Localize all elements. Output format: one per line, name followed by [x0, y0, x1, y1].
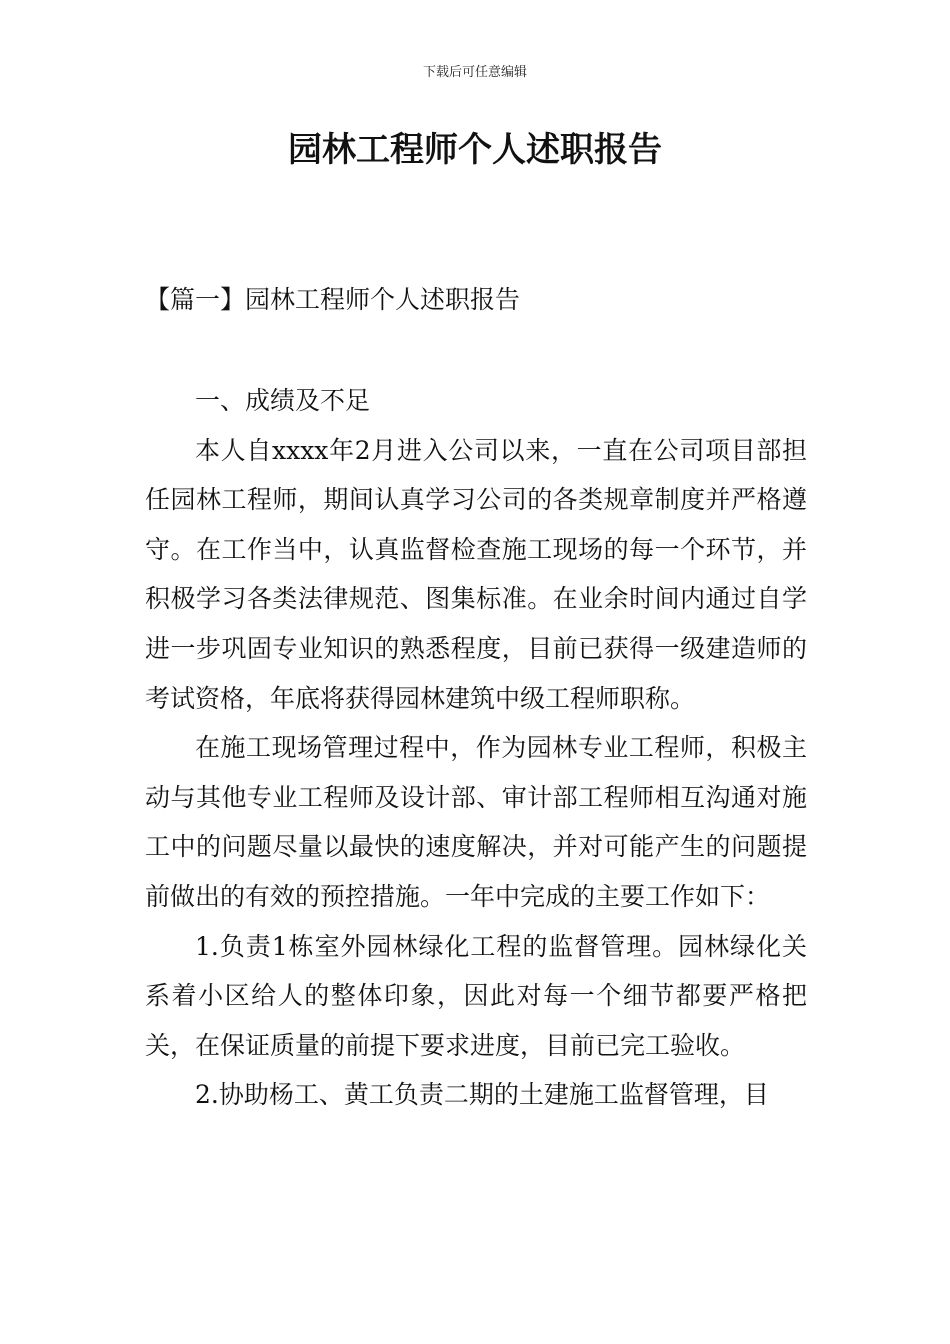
- paragraph-intro: 本人自xxxx年2月进入公司以来，一直在公司项目部担任园林工程师，期间认真学习公司的各类规章制度并严格遵守。在工作当中，认真监督检查施工现场的每一个环节，并积极学习各类法律规范、图集标准。在业余时间内通过自学进一步巩固专业知识的熟悉程度，目前已获得一级建造师的考试资格，年底将获得园林建筑中级工程师职称。: [145, 435, 807, 713]
- section-heading: 【篇一】园林工程师个人述职报告: [145, 285, 521, 314]
- document-title: 园林工程师个人述职报告: [288, 130, 662, 170]
- paragraph-site-management: 在施工现场管理过程中，作为园林专业工程师，积极主动与其他专业工程师及设计部、审计部工程师相互沟通对施工中的问题尽量以最快的速度解决，并对可能产生的问题提前做出的有效的预控措施。一年中完成的主要工作如下：: [145, 733, 807, 911]
- paragraph-item-1: 1.负责1栋室外园林绿化工程的监督管理。园林绿化关系着小区给人的整体印象，因此对每一个细节都要严格把关，在保证质量的前提下要求进度，目前已完工验收。: [145, 931, 807, 1060]
- page-header-note: 下载后可任意编辑: [422, 65, 527, 80]
- document-body: [145, 376, 807, 1120]
- subheading-achievements: 一、成绩及不足: [195, 386, 371, 415]
- paragraph-item-2: 2.协助杨工、黄工负责二期的土建施工监督管理，目: [195, 1080, 769, 1110]
